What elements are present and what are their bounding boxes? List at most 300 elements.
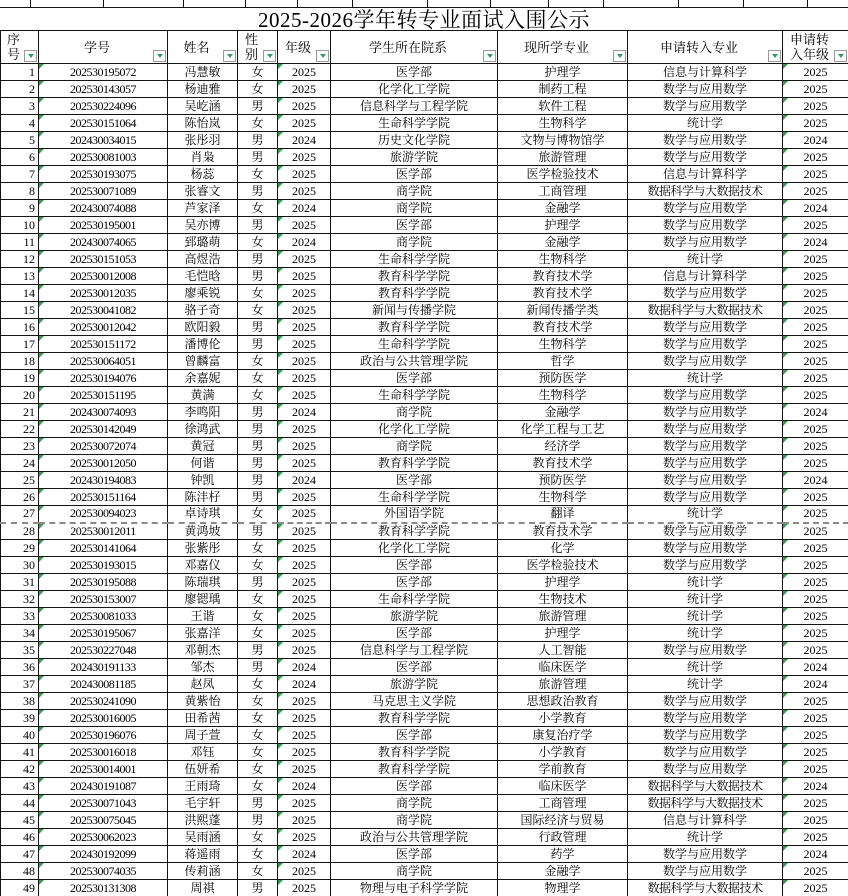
cell-grade: 2024 bbox=[278, 234, 331, 251]
cell-target-grade: 2024 bbox=[783, 846, 848, 863]
cell-grade: 2025 bbox=[278, 693, 331, 710]
cell-grade: 2025 bbox=[278, 812, 331, 829]
cell-target-grade: 2025 bbox=[783, 166, 848, 183]
cell-department: 教育科学学院 bbox=[331, 455, 498, 472]
cell-department: 政治与公共管理学院 bbox=[331, 353, 498, 370]
cell-target-grade: 2025 bbox=[783, 591, 848, 608]
cell-grade: 2025 bbox=[278, 64, 331, 81]
cell-grade: 2025 bbox=[278, 387, 331, 404]
cell-current-major: 旅游管理 bbox=[498, 608, 628, 625]
table-row bbox=[1, 880, 848, 896]
cell-gender: 男 bbox=[238, 812, 278, 829]
table-row bbox=[1, 200, 848, 217]
cell-name: 廖锶瑀 bbox=[168, 591, 238, 608]
cell-name: 卓诗琪 bbox=[168, 506, 238, 523]
cell-student-id: 202530193075 bbox=[39, 166, 168, 183]
cell-target-grade: 2024 bbox=[783, 676, 848, 693]
cell-current-major: 学前教育 bbox=[498, 761, 628, 778]
cell-department: 教育科学学院 bbox=[331, 285, 498, 302]
cell-target-major: 信息与计算科学 bbox=[628, 812, 783, 829]
cell-gender: 女 bbox=[238, 166, 278, 183]
cell-current-major: 教育技术学 bbox=[498, 285, 628, 302]
filter-button-student-id[interactable] bbox=[153, 50, 166, 62]
cell-target-grade: 2025 bbox=[783, 353, 848, 370]
cell-no: 16 bbox=[1, 319, 39, 336]
cell-name: 田希茜 bbox=[168, 710, 238, 727]
cell-department: 旅游学院 bbox=[331, 608, 498, 625]
cell-grade: 2025 bbox=[278, 591, 331, 608]
cell-grade: 2024 bbox=[278, 846, 331, 863]
cell-no: 3 bbox=[1, 98, 39, 115]
cell-department: 医学部 bbox=[331, 166, 498, 183]
cell-name: 黄满 bbox=[168, 387, 238, 404]
cell-student-id: 202530016018 bbox=[39, 744, 168, 761]
cell-target-major: 统计学 bbox=[628, 625, 783, 642]
cell-grade: 2024 bbox=[278, 200, 331, 217]
table-row bbox=[1, 659, 848, 676]
cell-name: 高煜浩 bbox=[168, 251, 238, 268]
cell-gender: 女 bbox=[238, 302, 278, 319]
cell-grade: 2025 bbox=[278, 506, 331, 523]
cell-target-grade: 2025 bbox=[783, 880, 848, 896]
cell-grade: 2025 bbox=[278, 421, 331, 438]
cell-name: 黄冠 bbox=[168, 438, 238, 455]
cell-no: 43 bbox=[1, 778, 39, 795]
cell-grade: 2025 bbox=[278, 251, 331, 268]
cell-target-grade: 2025 bbox=[783, 608, 848, 625]
cell-name: 杨蕊 bbox=[168, 166, 238, 183]
cell-student-id: 202530195072 bbox=[39, 64, 168, 81]
cell-current-major: 旅游管理 bbox=[498, 149, 628, 166]
cell-no: 5 bbox=[1, 132, 39, 149]
cell-name: 吴雨涵 bbox=[168, 829, 238, 846]
cell-name: 张彤羽 bbox=[168, 132, 238, 149]
grid-tick bbox=[603, 0, 604, 8]
table-row bbox=[1, 489, 848, 506]
cell-grade: 2025 bbox=[278, 183, 331, 200]
table-row bbox=[1, 472, 848, 489]
cell-department: 教育科学学院 bbox=[331, 744, 498, 761]
table-row bbox=[1, 863, 848, 880]
cell-no: 12 bbox=[1, 251, 39, 268]
cell-current-major: 生物科学 bbox=[498, 115, 628, 132]
cell-target-grade: 2025 bbox=[783, 506, 848, 523]
cell-target-major: 统计学 bbox=[628, 574, 783, 591]
table-row bbox=[1, 523, 848, 540]
cell-current-major: 软件工程 bbox=[498, 98, 628, 115]
cell-name: 邓钰 bbox=[168, 744, 238, 761]
column-header-current-major bbox=[498, 31, 628, 64]
cell-target-major: 数学与应用数学 bbox=[628, 455, 783, 472]
cell-department: 商学院 bbox=[331, 183, 498, 200]
cell-grade: 2025 bbox=[278, 285, 331, 302]
cell-no: 19 bbox=[1, 370, 39, 387]
filter-button-name[interactable] bbox=[223, 50, 236, 62]
cell-target-major: 统计学 bbox=[628, 659, 783, 676]
table-row bbox=[1, 727, 848, 744]
cell-name: 黄鸿坡 bbox=[168, 523, 238, 540]
cell-student-id: 202430074093 bbox=[39, 404, 168, 421]
cell-grade: 2024 bbox=[278, 472, 331, 489]
cell-current-major: 康复治疗学 bbox=[498, 727, 628, 744]
cell-student-id: 202530014001 bbox=[39, 761, 168, 778]
cell-name: 伍妍希 bbox=[168, 761, 238, 778]
cell-no: 33 bbox=[1, 608, 39, 625]
table-body bbox=[1, 64, 848, 896]
cell-department: 医学部 bbox=[331, 778, 498, 795]
cell-department: 新闻与传播学院 bbox=[331, 302, 498, 319]
cell-no: 34 bbox=[1, 625, 39, 642]
cell-student-id: 202530151164 bbox=[39, 489, 168, 506]
cell-department: 教育科学学院 bbox=[331, 523, 498, 540]
filter-button-grade[interactable] bbox=[316, 50, 329, 62]
cell-name: 周祺 bbox=[168, 880, 238, 896]
cell-no: 31 bbox=[1, 574, 39, 591]
cell-grade: 2025 bbox=[278, 115, 331, 132]
cell-grade: 2025 bbox=[278, 370, 331, 387]
cell-grade: 2024 bbox=[278, 778, 331, 795]
cell-no: 47 bbox=[1, 846, 39, 863]
cell-current-major: 行政管理 bbox=[498, 829, 628, 846]
filter-button-no[interactable] bbox=[24, 50, 37, 62]
cell-no: 1 bbox=[1, 64, 39, 81]
cell-name: 李鸣阳 bbox=[168, 404, 238, 421]
cell-department: 商学院 bbox=[331, 404, 498, 421]
cell-gender: 女 bbox=[238, 285, 278, 302]
column-header-label: 申请转入专业 bbox=[659, 39, 738, 55]
cell-grade: 2025 bbox=[278, 574, 331, 591]
column-header-target-major bbox=[628, 31, 783, 64]
cell-target-grade: 2025 bbox=[783, 744, 848, 761]
cell-department: 商学院 bbox=[331, 438, 498, 455]
cell-no: 41 bbox=[1, 744, 39, 761]
cell-no: 24 bbox=[1, 455, 39, 472]
cell-grade: 2025 bbox=[278, 353, 331, 370]
cell-current-major: 生物科学 bbox=[498, 251, 628, 268]
cell-name: 邓朝杰 bbox=[168, 642, 238, 659]
cell-target-major: 数学与应用数学 bbox=[628, 863, 783, 880]
cell-student-id: 202430194083 bbox=[39, 472, 168, 489]
cell-gender: 女 bbox=[238, 778, 278, 795]
cell-target-major: 数学与应用数学 bbox=[628, 353, 783, 370]
cell-target-grade: 2025 bbox=[783, 863, 848, 880]
cell-name: 钟凯 bbox=[168, 472, 238, 489]
cell-gender: 女 bbox=[238, 625, 278, 642]
cell-no: 2 bbox=[1, 81, 39, 98]
cell-target-major: 统计学 bbox=[628, 608, 783, 625]
cell-student-id: 202530194076 bbox=[39, 370, 168, 387]
cell-gender: 男 bbox=[238, 472, 278, 489]
cell-target-grade: 2025 bbox=[783, 625, 848, 642]
filter-arrow-icon bbox=[487, 54, 493, 58]
cell-grade: 2025 bbox=[278, 81, 331, 98]
cell-name: 毛宇轩 bbox=[168, 795, 238, 812]
cell-current-major: 国际经济与贸易 bbox=[498, 812, 628, 829]
cell-name: 洪熙蓬 bbox=[168, 812, 238, 829]
filter-arrow-icon bbox=[772, 54, 778, 58]
cell-current-major: 金融学 bbox=[498, 200, 628, 217]
cell-department: 医学部 bbox=[331, 625, 498, 642]
cell-gender: 女 bbox=[238, 761, 278, 778]
cell-no: 15 bbox=[1, 302, 39, 319]
cell-grade: 2024 bbox=[278, 404, 331, 421]
table-row bbox=[1, 149, 848, 166]
cell-name: 张紫彤 bbox=[168, 540, 238, 557]
cell-no: 42 bbox=[1, 761, 39, 778]
grid-tick bbox=[427, 0, 428, 8]
cell-target-major: 数学与应用数学 bbox=[628, 285, 783, 302]
cell-target-grade: 2025 bbox=[783, 727, 848, 744]
cell-target-grade: 2025 bbox=[783, 574, 848, 591]
cell-target-grade: 2025 bbox=[783, 81, 848, 98]
cell-student-id: 202530094023 bbox=[39, 506, 168, 523]
filter-arrow-icon bbox=[267, 54, 273, 58]
cell-department: 商学院 bbox=[331, 200, 498, 217]
table-row bbox=[1, 370, 848, 387]
cell-target-grade: 2025 bbox=[783, 710, 848, 727]
table-row bbox=[1, 455, 848, 472]
cell-name: 骆子奇 bbox=[168, 302, 238, 319]
filter-button-target-major[interactable] bbox=[768, 50, 781, 62]
cell-department: 旅游学院 bbox=[331, 676, 498, 693]
grid-tick bbox=[245, 0, 246, 8]
cell-name: 陈怡岚 bbox=[168, 115, 238, 132]
cell-department: 教育科学学院 bbox=[331, 710, 498, 727]
cell-department: 信息科学与工程学院 bbox=[331, 98, 498, 115]
cell-no: 35 bbox=[1, 642, 39, 659]
cell-department: 商学院 bbox=[331, 795, 498, 812]
cell-no: 29 bbox=[1, 540, 39, 557]
cell-student-id: 202530241090 bbox=[39, 693, 168, 710]
column-header-label: 性别 bbox=[244, 32, 258, 62]
grid-tick bbox=[103, 0, 104, 8]
cell-gender: 女 bbox=[238, 81, 278, 98]
cell-department: 生命科学学院 bbox=[331, 115, 498, 132]
cell-gender: 男 bbox=[238, 251, 278, 268]
cell-gender: 男 bbox=[238, 421, 278, 438]
cell-target-major: 数学与应用数学 bbox=[628, 81, 783, 98]
cell-gender: 女 bbox=[238, 370, 278, 387]
cell-department: 旅游学院 bbox=[331, 149, 498, 166]
cell-target-major: 数据科学与大数据技术 bbox=[628, 778, 783, 795]
table-row bbox=[1, 591, 848, 608]
cell-target-grade: 2025 bbox=[783, 557, 848, 574]
cell-name: 王雨琦 bbox=[168, 778, 238, 795]
results-table bbox=[0, 30, 848, 896]
cell-name: 周子萱 bbox=[168, 727, 238, 744]
cell-no: 10 bbox=[1, 217, 39, 234]
cell-current-major: 金融学 bbox=[498, 404, 628, 421]
cell-current-major: 预防医学 bbox=[498, 370, 628, 387]
cell-grade: 2025 bbox=[278, 608, 331, 625]
cell-grade: 2025 bbox=[278, 438, 331, 455]
cell-name: 陈瑞琪 bbox=[168, 574, 238, 591]
cell-student-id: 202430074088 bbox=[39, 200, 168, 217]
cell-target-grade: 2025 bbox=[783, 438, 848, 455]
cell-target-major: 信息与计算科学 bbox=[628, 268, 783, 285]
cell-current-major: 生物科学 bbox=[498, 336, 628, 353]
cell-name: 余嘉妮 bbox=[168, 370, 238, 387]
header-row bbox=[1, 31, 848, 64]
cell-gender: 女 bbox=[238, 557, 278, 574]
table-row bbox=[1, 404, 848, 421]
cell-student-id: 202430191133 bbox=[39, 659, 168, 676]
cell-student-id: 202530012011 bbox=[39, 523, 168, 540]
table-row bbox=[1, 812, 848, 829]
cell-no: 30 bbox=[1, 557, 39, 574]
cell-target-major: 数学与应用数学 bbox=[628, 438, 783, 455]
filter-arrow-icon bbox=[320, 54, 326, 58]
cell-department: 生命科学学院 bbox=[331, 251, 498, 268]
cell-grade: 2025 bbox=[278, 880, 331, 896]
cell-target-major: 数学与应用数学 bbox=[628, 149, 783, 166]
cell-target-major: 数学与应用数学 bbox=[628, 710, 783, 727]
cell-current-major: 教育技术学 bbox=[498, 523, 628, 540]
cell-student-id: 202530151172 bbox=[39, 336, 168, 353]
cell-no: 48 bbox=[1, 863, 39, 880]
table-row bbox=[1, 353, 848, 370]
table-row bbox=[1, 336, 848, 353]
cell-department: 商学院 bbox=[331, 863, 498, 880]
cell-student-id: 202530012035 bbox=[39, 285, 168, 302]
column-header-department bbox=[331, 31, 498, 64]
column-header-label: 学号 bbox=[83, 39, 110, 55]
cell-name: 徐鸿武 bbox=[168, 421, 238, 438]
cell-department: 生命科学学院 bbox=[331, 591, 498, 608]
column-header-no bbox=[1, 31, 39, 64]
cell-department: 医学部 bbox=[331, 472, 498, 489]
cell-target-major: 数学与应用数学 bbox=[628, 421, 783, 438]
cell-gender: 男 bbox=[238, 455, 278, 472]
cell-current-major: 化学工程与工艺 bbox=[498, 421, 628, 438]
cell-current-major: 小学教育 bbox=[498, 710, 628, 727]
cell-target-grade: 2025 bbox=[783, 183, 848, 200]
cell-student-id: 202530081033 bbox=[39, 608, 168, 625]
cell-target-major: 数学与应用数学 bbox=[628, 557, 783, 574]
cell-gender: 男 bbox=[238, 149, 278, 166]
cell-current-major: 教育技术学 bbox=[498, 319, 628, 336]
column-header-grade bbox=[278, 31, 331, 64]
cell-no: 40 bbox=[1, 727, 39, 744]
table-row bbox=[1, 115, 848, 132]
cell-gender: 女 bbox=[238, 608, 278, 625]
cell-gender: 女 bbox=[238, 829, 278, 846]
cell-grade: 2025 bbox=[278, 829, 331, 846]
cell-grade: 2024 bbox=[278, 132, 331, 149]
cell-target-major: 数据科学与大数据技术 bbox=[628, 880, 783, 896]
cell-grade: 2025 bbox=[278, 523, 331, 540]
cell-target-grade: 2025 bbox=[783, 455, 848, 472]
cell-student-id: 202430081185 bbox=[39, 676, 168, 693]
cell-name: 邓嘉仪 bbox=[168, 557, 238, 574]
cell-gender: 女 bbox=[238, 506, 278, 523]
cell-gender: 女 bbox=[238, 540, 278, 557]
table-row bbox=[1, 778, 848, 795]
cell-target-major: 数学与应用数学 bbox=[628, 642, 783, 659]
cell-gender: 女 bbox=[238, 744, 278, 761]
cell-name: 欧阳毅 bbox=[168, 319, 238, 336]
cell-gender: 男 bbox=[238, 132, 278, 149]
cell-current-major: 思想政治教育 bbox=[498, 693, 628, 710]
cell-no: 25 bbox=[1, 472, 39, 489]
cell-target-grade: 2025 bbox=[783, 761, 848, 778]
cell-gender: 女 bbox=[238, 676, 278, 693]
column-header-gender bbox=[238, 31, 278, 64]
filter-arrow-icon bbox=[617, 54, 623, 58]
cell-grade: 2025 bbox=[278, 863, 331, 880]
cell-target-major: 数学与应用数学 bbox=[628, 472, 783, 489]
filter-button-current-major[interactable] bbox=[613, 50, 626, 62]
grid-tick bbox=[743, 0, 744, 8]
cell-no: 14 bbox=[1, 285, 39, 302]
cell-student-id: 202530041082 bbox=[39, 302, 168, 319]
cell-grade: 2025 bbox=[278, 744, 331, 761]
cell-no: 46 bbox=[1, 829, 39, 846]
cell-gender: 男 bbox=[238, 404, 278, 421]
cell-department: 化学化工学院 bbox=[331, 81, 498, 98]
cell-name: 何谐 bbox=[168, 455, 238, 472]
cell-target-major: 数学与应用数学 bbox=[628, 319, 783, 336]
cell-target-grade: 2025 bbox=[783, 421, 848, 438]
table-row bbox=[1, 183, 848, 200]
filter-arrow-icon bbox=[157, 54, 163, 58]
filter-button-gender[interactable] bbox=[263, 50, 276, 62]
cell-student-id: 202530143057 bbox=[39, 81, 168, 98]
cell-department: 医学部 bbox=[331, 727, 498, 744]
cell-current-major: 生物科学 bbox=[498, 489, 628, 506]
cell-target-grade: 2025 bbox=[783, 523, 848, 540]
cell-current-major: 翻译 bbox=[498, 506, 628, 523]
cell-gender: 女 bbox=[238, 727, 278, 744]
cell-current-major: 文物与博物馆学 bbox=[498, 132, 628, 149]
cell-target-grade: 2025 bbox=[783, 540, 848, 557]
cell-no: 8 bbox=[1, 183, 39, 200]
cell-no: 22 bbox=[1, 421, 39, 438]
cell-target-major: 数学与应用数学 bbox=[628, 404, 783, 421]
cell-no: 28 bbox=[1, 523, 39, 540]
filter-button-department[interactable] bbox=[483, 50, 496, 62]
cell-grade: 2025 bbox=[278, 727, 331, 744]
cell-grade: 2025 bbox=[278, 625, 331, 642]
cell-target-major: 数学与应用数学 bbox=[628, 693, 783, 710]
table-row bbox=[1, 319, 848, 336]
table-row bbox=[1, 693, 848, 710]
cell-student-id: 202530151064 bbox=[39, 115, 168, 132]
cell-target-grade: 2025 bbox=[783, 251, 848, 268]
filter-button-target-grade[interactable] bbox=[834, 50, 847, 62]
cell-department: 医学部 bbox=[331, 659, 498, 676]
cell-current-major: 临床医学 bbox=[498, 659, 628, 676]
cell-student-id: 202530142049 bbox=[39, 421, 168, 438]
cell-target-grade: 2025 bbox=[783, 149, 848, 166]
cell-target-grade: 2025 bbox=[783, 64, 848, 81]
table-row bbox=[1, 302, 848, 319]
cell-gender: 男 bbox=[238, 268, 278, 285]
cell-student-id: 202530193015 bbox=[39, 557, 168, 574]
cell-name: 廖乘锐 bbox=[168, 285, 238, 302]
table-row bbox=[1, 285, 848, 302]
cell-no: 36 bbox=[1, 659, 39, 676]
cell-target-major: 数学与应用数学 bbox=[628, 387, 783, 404]
cell-no: 4 bbox=[1, 115, 39, 132]
cell-target-major: 统计学 bbox=[628, 506, 783, 523]
cell-department: 医学部 bbox=[331, 217, 498, 234]
cell-student-id: 202530151053 bbox=[39, 251, 168, 268]
cell-target-major: 数据科学与大数据技术 bbox=[628, 795, 783, 812]
cell-name: 毛恺晗 bbox=[168, 268, 238, 285]
cell-gender: 女 bbox=[238, 64, 278, 81]
cell-current-major: 教育技术学 bbox=[498, 455, 628, 472]
